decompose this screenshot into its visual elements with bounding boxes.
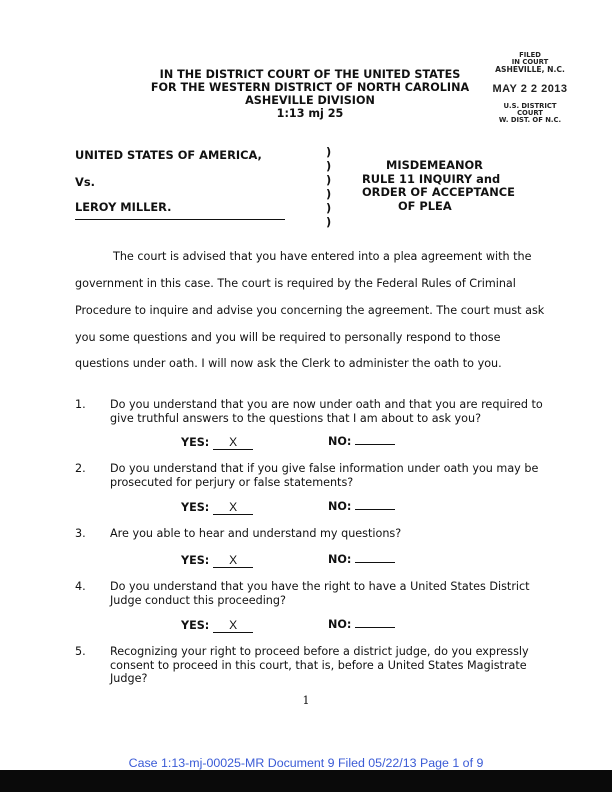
caption-paren: ) [326, 159, 332, 173]
caption-paren: ) [326, 201, 332, 215]
answer-no [328, 618, 395, 631]
answer-no [328, 553, 395, 566]
question-text: Are you able to hear and understand my questions? [110, 527, 402, 540]
yes-mark-field[interactable]: X [213, 553, 253, 568]
answer-yes [181, 618, 253, 633]
no-mark-field[interactable] [355, 627, 395, 628]
stamp-date: MAY 2 2 2013 [492, 83, 568, 95]
caption-paren: ) [326, 173, 332, 187]
yes-label: YES: [181, 554, 210, 567]
stamp-in-court: IN COURT [511, 58, 549, 66]
court-name-line2: FOR THE WESTERN DISTRICT OF NORTH CAROLINA [150, 81, 470, 94]
question-text: Recognizing your right to proceed before a district judge, do you expressly consent to proceed in this court, that is, before a United States Magistrate Judge? [110, 645, 529, 685]
caption-paren: ) [326, 187, 332, 201]
question-number: 4. [75, 580, 86, 593]
question-number: 3. [75, 527, 86, 540]
question-number: 2. [75, 462, 86, 475]
no-label: NO: [328, 618, 352, 631]
answer-yes [181, 500, 253, 515]
yes-mark-field[interactable]: X [213, 435, 253, 450]
answer-no [328, 500, 395, 513]
no-mark-field[interactable] [355, 562, 395, 563]
no-label: NO: [328, 435, 352, 448]
question-text: Do you understand that you are now under oath and that you are required to give truthful answers to the questions that I am about to ask you? [110, 398, 543, 425]
division-line: ASHEVILLE DIVISION [245, 94, 375, 107]
caption-paren: ) [326, 145, 332, 159]
plaintiff-name: UNITED STATES OF AMERICA, [75, 148, 262, 162]
answer-yes [181, 553, 253, 568]
yes-mark-field[interactable]: X [213, 618, 253, 633]
versus: Vs. [75, 175, 95, 189]
court-header [120, 68, 500, 120]
no-mark-field[interactable] [355, 444, 395, 445]
page-number: 1 [302, 694, 310, 707]
intro-line: Procedure to inquire and advise you concerning the agreement. The court must ask [75, 304, 545, 317]
defendant-name: LEROY MILLER. [75, 200, 172, 214]
yes-label: YES: [181, 619, 210, 632]
no-mark-field[interactable] [355, 509, 395, 510]
scan-edge-bar [0, 770, 612, 792]
case-footer: Case 1:13-mj-00025-MR Document 9 Filed 05/22/13 Page 1 of 9 [128, 756, 484, 770]
stamp-court2: W. DIST. OF N.C. [498, 116, 562, 124]
question-number: 5. [75, 645, 86, 658]
stamp-city: ASHEVILLE, N.C. [495, 65, 565, 74]
title-line4: OF PLEA [398, 198, 452, 213]
answer-no [328, 435, 395, 448]
question-text: Do you understand that you have the right to have a United States District Judge conduct this proceeding? [110, 580, 530, 607]
case-number: 1:13 mj 25 [276, 107, 344, 120]
yes-mark-field[interactable]: X [213, 500, 253, 515]
title-line1: MISDEMEANOR [386, 158, 483, 172]
question-number: 1. [75, 398, 86, 411]
answer-yes [181, 435, 253, 450]
filed-stamp [492, 52, 568, 124]
stamp-filed: FILED [519, 51, 541, 59]
intro-line: The court is advised that you have entered into a plea agreement with the [113, 250, 532, 263]
intro-line: you some questions and you will be required to personally respond to those [75, 331, 501, 344]
intro-line: questions under oath. I will now ask the Clerk to administer the oath to you. [75, 357, 502, 370]
caption-rule [75, 219, 285, 220]
stamp-court1: U.S. DISTRICT COURT [503, 102, 557, 117]
document-title [362, 159, 515, 213]
intro-line: government in this case. The court is required by the Federal Rules of Criminal [75, 277, 516, 290]
no-label: NO: [328, 500, 352, 513]
yes-label: YES: [181, 436, 210, 449]
caption-paren: ) [326, 215, 332, 229]
title-line2: RULE 11 INQUIRY and [362, 171, 501, 186]
question-text: Do you understand that if you give false information under oath you may be prosecuted for perjury or false statements? [110, 462, 539, 489]
no-label: NO: [328, 553, 352, 566]
court-name-line1: IN THE DISTRICT COURT OF THE UNITED STATES [159, 68, 461, 81]
yes-label: YES: [181, 501, 210, 514]
title-line3: ORDER OF ACCEPTANCE [362, 185, 515, 199]
